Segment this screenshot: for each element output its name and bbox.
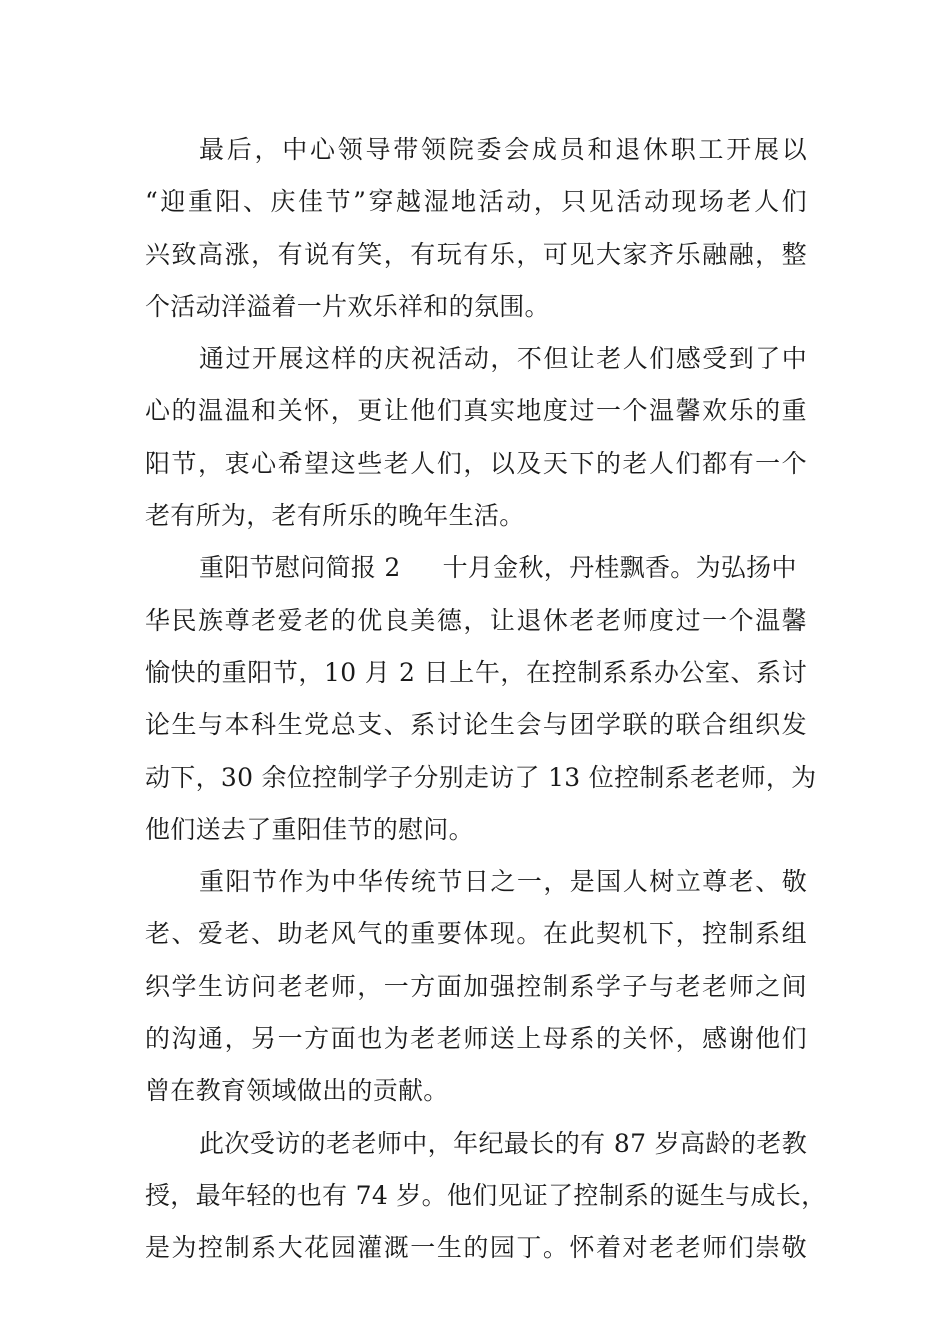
paragraph-line: 最后，中心领导带领院委会成员和退休职工开展以 [199, 135, 807, 164]
paragraph-line: 阳节，衷心希望这些老人们，以及天下的老人们都有一个 [145, 448, 807, 478]
paragraph-line: 的沟通，另一方面也为老老师送上母系的关怀，感谢他们 [145, 1024, 807, 1054]
paragraph-line: 他们送去了重阳佳节的慰问。 [145, 814, 474, 844]
paragraph-line-rest: 十月金秋，丹桂飘香。为弘扬中 [442, 553, 797, 583]
paragraph-line: 织学生访问老老师，一方面加强控制系学子与老老师之间 [145, 971, 807, 1001]
paragraph-line: 心的温温和关怀，更让他们真实地度过一个温馨欢乐的重 [145, 396, 807, 426]
paragraph-line: 华民族尊老爱老的优良美德，让退休老老师度过一个温馨 [145, 605, 807, 635]
paragraph-line: 论生与本科生党总支、系讨论生会与团学联的联合组织发 [145, 710, 807, 740]
paragraph-line: “迎重阳、庆佳节”穿越湿地活动，只见活动现场老人们 [145, 187, 807, 217]
paragraph-4 [145, 856, 807, 1117]
paragraph-1 [145, 124, 807, 333]
paragraph-line: 愉快的重阳节，10 月 2 日上午，在控制系系办公室、系讨 [145, 657, 807, 687]
paragraph-line: 个活动洋溢着一片欢乐祥和的氛围。 [145, 291, 550, 321]
paragraph-line: 老有所为，老有所乐的晚年生活。 [145, 501, 525, 531]
paragraph-line: 曾在教育领域做出的贡献。 [145, 1076, 449, 1106]
paragraph-line: 动下，30 余位控制学子分别走访了 13 位控制系老老师，为 [145, 762, 817, 792]
paragraph-first-line [145, 542, 807, 594]
document-body [145, 124, 827, 1275]
paragraph-2 [145, 333, 807, 542]
paragraph-line: 兴致高涨，有说有笑，有玩有乐，可见大家齐乐融融，整 [145, 239, 807, 269]
paragraph-line: 是为控制系大花园灌溉一生的园丁。怀着对老老师们崇敬 [145, 1233, 807, 1263]
paragraph-5 [145, 1118, 827, 1275]
section-heading: 重阳节慰问简报 2 [199, 553, 401, 583]
paragraph-3 [145, 542, 817, 856]
paragraph-line: 老、爱老、助老风气的重要体现。在此契机下，控制系组 [145, 919, 807, 949]
paragraph-line: 授，最年轻的也有 74 岁。他们见证了控制系的诞生与成长， [145, 1180, 827, 1210]
paragraph-line: 此次受访的老老师中，年纪最长的有 87 岁高龄的老教 [199, 1128, 807, 1158]
paragraph-line: 通过开展这样的庆祝活动，不但让老人们感受到了中 [199, 344, 807, 374]
paragraph-line: 重阳节作为中华传统节日之一，是国人树立尊老、敬 [199, 867, 807, 897]
